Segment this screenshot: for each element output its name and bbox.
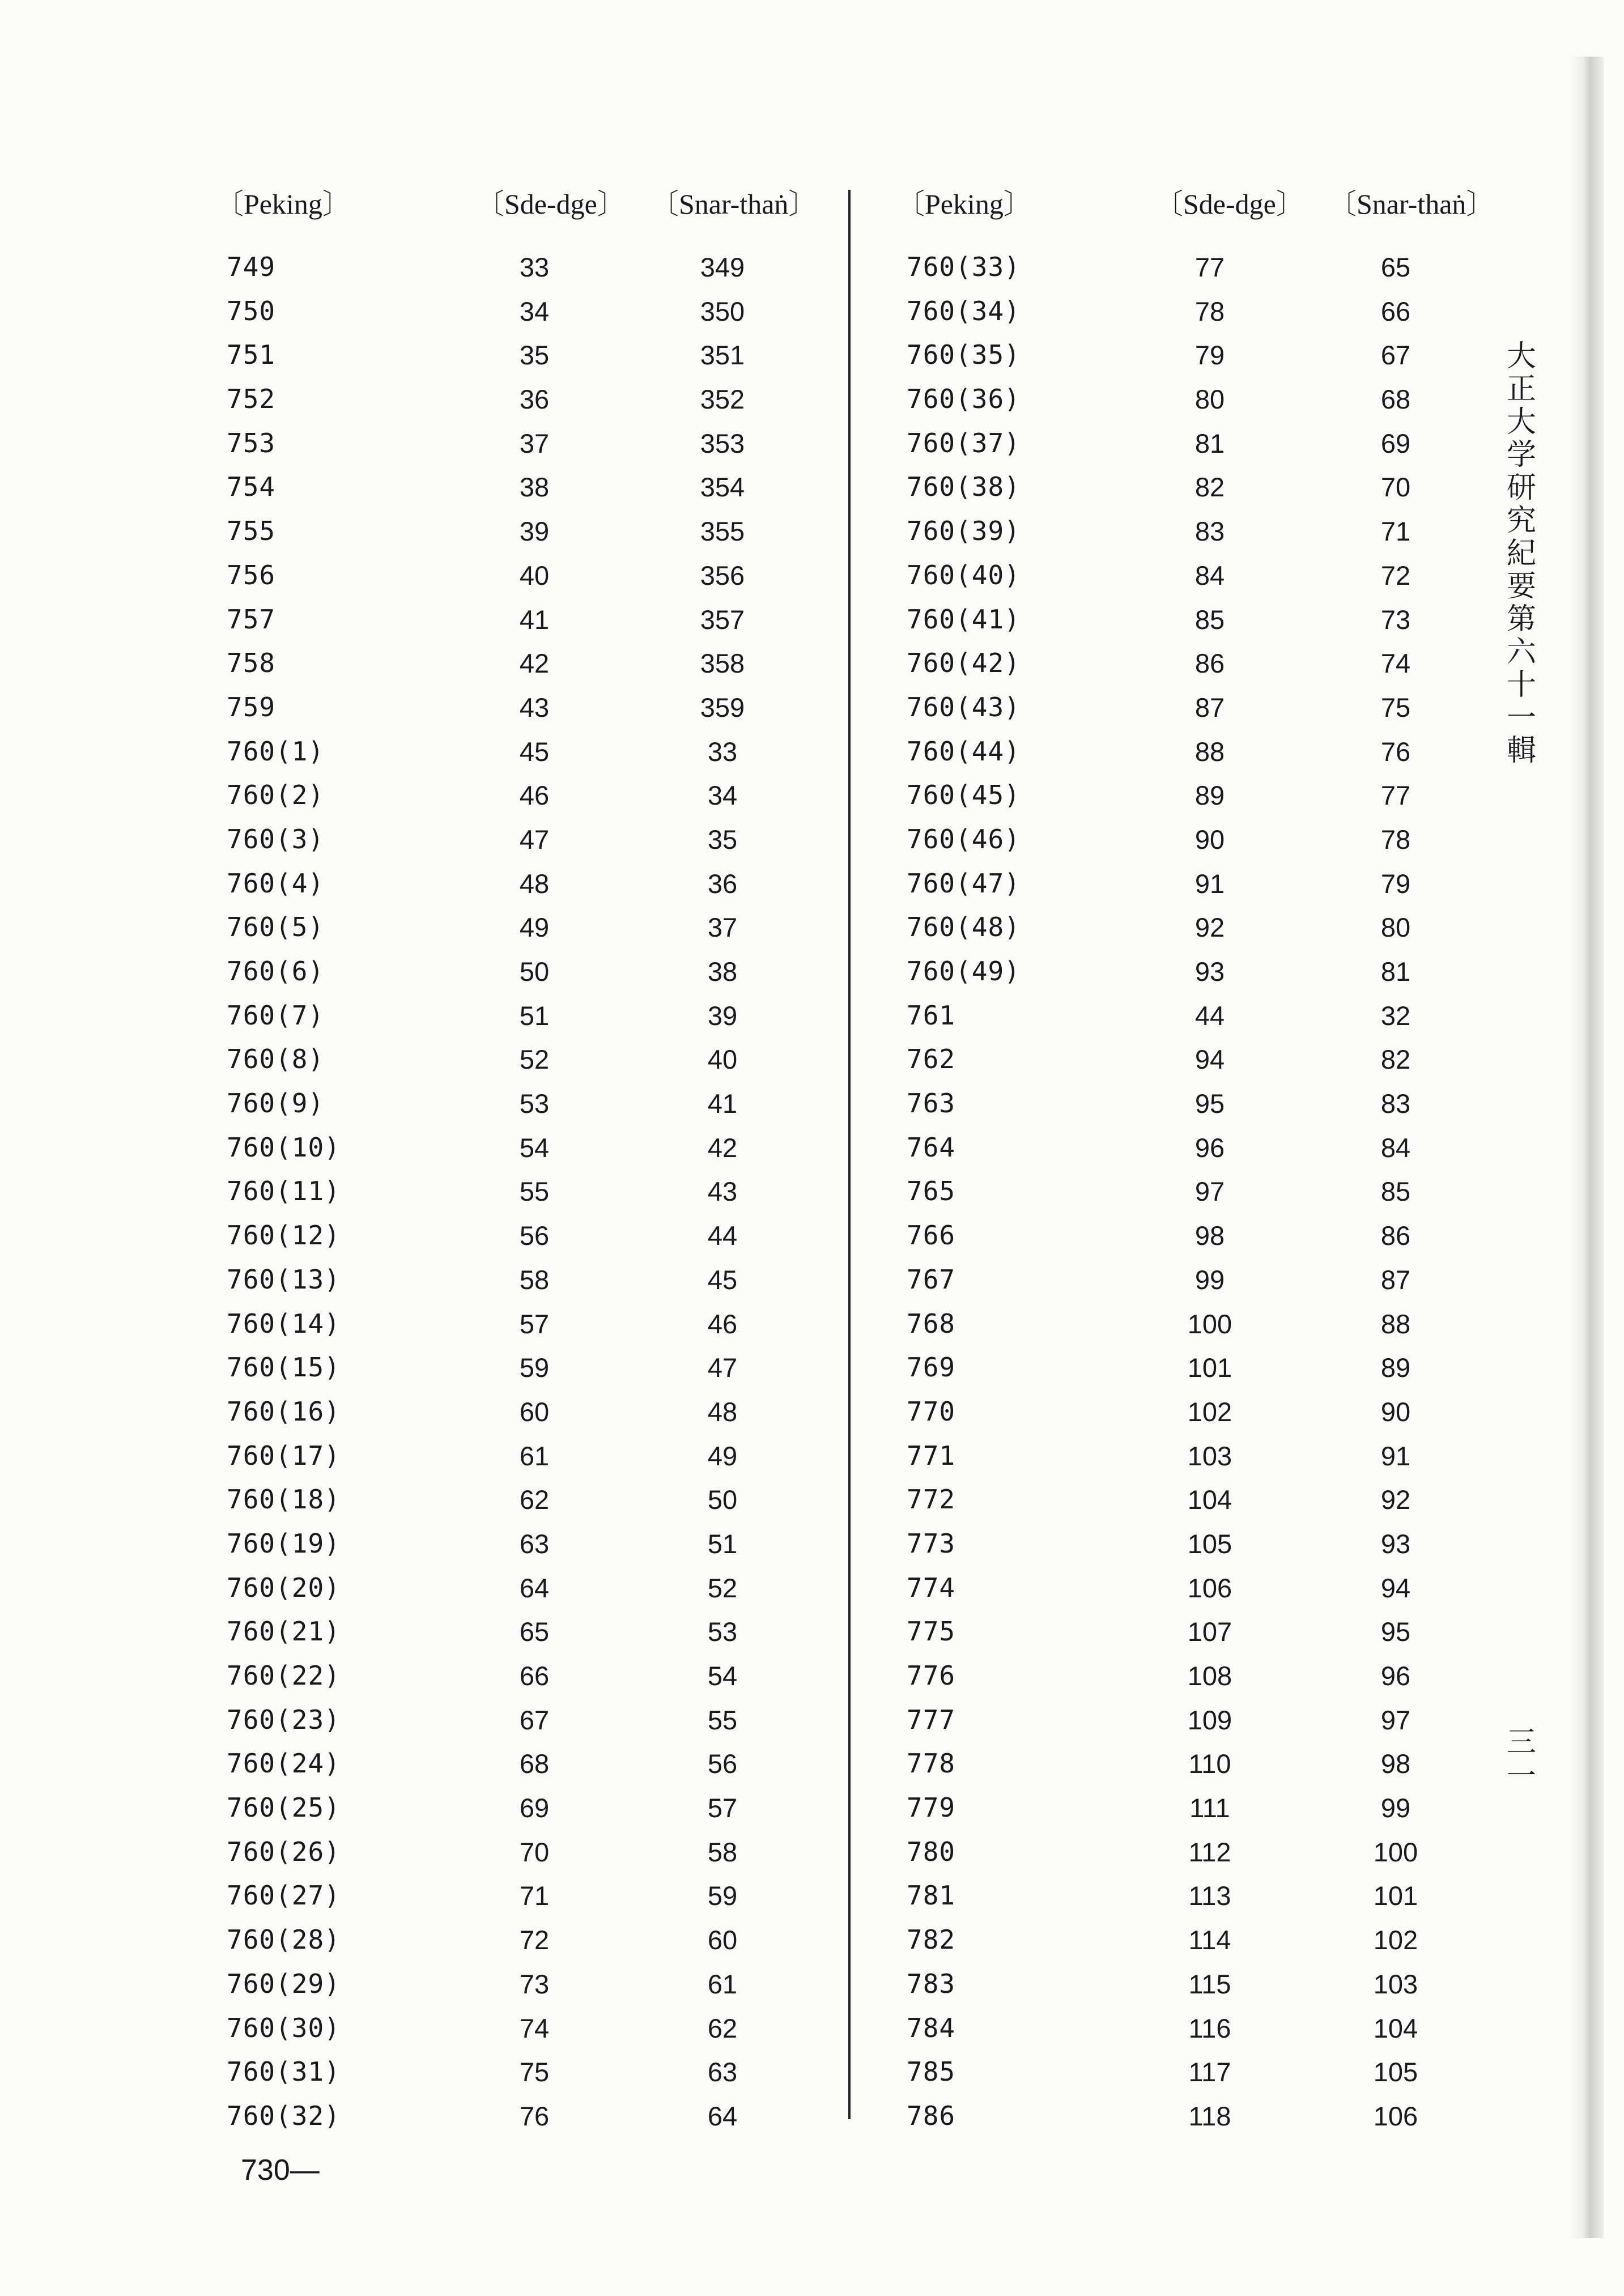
right-snar-than-cell: 96 xyxy=(1380,1661,1411,1691)
right-peking-cell: 775 xyxy=(907,1616,956,1647)
left-sde-dge-cell: 58 xyxy=(519,1264,550,1295)
left-snar-than-cell: 42 xyxy=(707,1132,738,1163)
left-peking-cell: 760(10) xyxy=(227,1132,341,1163)
left-peking-cell: 760(25) xyxy=(227,1792,341,1823)
left-snar-than-cell: 351 xyxy=(700,340,745,371)
left-header-sde-dge: 〔Sde-dge〕 xyxy=(476,188,626,220)
right-peking-cell: 760(42) xyxy=(907,648,1021,679)
right-sde-dge-cell: 107 xyxy=(1187,1617,1232,1647)
right-sde-dge-cell: 109 xyxy=(1187,1704,1232,1735)
left-peking-cell: 760(5) xyxy=(227,912,325,943)
left-sde-dge-cell: 35 xyxy=(519,340,550,371)
right-header-sde-dge: 〔Sde-dge〕 xyxy=(1155,188,1304,220)
left-sde-dge-cell: 40 xyxy=(519,560,550,590)
left-sde-dge-cell: 33 xyxy=(519,252,550,282)
left-snar-than-cell: 359 xyxy=(700,692,745,722)
right-snar-than-cell: 93 xyxy=(1380,1528,1411,1559)
left-snar-than-cell: 50 xyxy=(707,1485,738,1515)
right-peking-cell: 779 xyxy=(907,1792,956,1823)
left-snar-than-cell: 358 xyxy=(700,648,745,679)
left-header-peking: 〔Peking〕 xyxy=(215,188,351,220)
right-peking-cell: 769 xyxy=(907,1352,956,1383)
right-snar-than-cell: 66 xyxy=(1380,296,1411,326)
side-page-number: 三一 xyxy=(1506,1725,1536,1793)
right-peking-cell: 786 xyxy=(907,2100,956,2131)
left-snar-than-cell: 62 xyxy=(707,2013,738,2043)
left-peking-cell: 760(12) xyxy=(227,1220,341,1251)
left-sde-dge-cell: 75 xyxy=(519,2057,550,2087)
left-sde-dge-cell: 56 xyxy=(519,1221,550,1251)
left-peking-cell: 751 xyxy=(227,339,276,371)
right-sde-dge-cell: 100 xyxy=(1187,1308,1232,1339)
left-peking-cell: 760(27) xyxy=(227,1880,341,1911)
right-snar-than-cell: 88 xyxy=(1380,1308,1411,1339)
left-peking-cell: 760(19) xyxy=(227,1528,341,1559)
left-snar-than-cell: 53 xyxy=(707,1617,738,1647)
right-sde-dge-cell: 79 xyxy=(1194,340,1225,371)
left-snar-than-cell: 56 xyxy=(707,1749,738,1779)
right-sde-dge-cell: 90 xyxy=(1194,824,1225,854)
right-snar-than-cell: 70 xyxy=(1380,472,1411,503)
left-peking-cell: 752 xyxy=(227,384,276,415)
right-snar-than-cell: 68 xyxy=(1380,384,1411,415)
right-peking-cell: 760(41) xyxy=(907,603,1021,635)
left-peking-cell: 760(32) xyxy=(227,2100,341,2131)
left-peking-cell: 753 xyxy=(227,427,276,458)
left-peking-cell: 760(24) xyxy=(227,1748,341,1779)
left-snar-than-cell: 355 xyxy=(700,516,745,547)
left-peking-cell: 760(14) xyxy=(227,1308,341,1339)
left-snar-than-cell: 44 xyxy=(707,1221,738,1251)
right-snar-than-cell: 95 xyxy=(1380,1617,1411,1647)
right-sde-dge-cell: 115 xyxy=(1188,1968,1231,1999)
left-snar-than-cell: 60 xyxy=(707,1925,738,1955)
right-peking-cell: 770 xyxy=(907,1396,956,1427)
right-snar-than-cell: 100 xyxy=(1373,1836,1418,1867)
left-peking-cell: 760(9) xyxy=(227,1088,325,1119)
right-snar-than-cell: 106 xyxy=(1373,2101,1418,2131)
left-peking-cell: 749 xyxy=(227,252,276,282)
left-snar-than-cell: 37 xyxy=(707,912,738,943)
left-peking-cell: 760(8) xyxy=(227,1044,325,1075)
right-sde-dge-cell: 95 xyxy=(1194,1089,1225,1119)
right-sde-dge-cell: 78 xyxy=(1194,296,1225,326)
right-snar-than-cell: 104 xyxy=(1373,2013,1418,2043)
right-peking-cell: 760(49) xyxy=(907,956,1021,987)
right-peking-cell: 760(46) xyxy=(907,823,1021,854)
right-snar-than-cell: 97 xyxy=(1380,1704,1411,1735)
right-sde-dge-cell: 110 xyxy=(1188,1749,1231,1779)
right-sde-dge-cell: 106 xyxy=(1187,1572,1232,1603)
right-peking-cell: 783 xyxy=(907,1968,956,1999)
left-peking-cell: 756 xyxy=(227,559,276,590)
left-snar-than-cell: 55 xyxy=(707,1704,738,1735)
right-peking-cell: 760(47) xyxy=(907,868,1021,899)
right-snar-than-cell: 67 xyxy=(1380,340,1411,371)
right-peking-cell: 761 xyxy=(907,1000,956,1031)
right-sde-dge-cell: 96 xyxy=(1194,1132,1225,1163)
right-peking-cell: 766 xyxy=(907,1220,956,1251)
left-peking-cell: 760(6) xyxy=(227,956,325,987)
right-snar-than-cell: 87 xyxy=(1380,1264,1411,1295)
left-snar-than-cell: 52 xyxy=(707,1572,738,1603)
right-peking-cell: 784 xyxy=(907,2012,956,2043)
right-sde-dge-cell: 44 xyxy=(1194,1000,1225,1031)
right-peking-cell: 777 xyxy=(907,1704,956,1735)
right-snar-than-cell: 79 xyxy=(1380,868,1411,899)
left-sde-dge-cell: 60 xyxy=(519,1396,550,1427)
journal-title: 大正大学研究紀要第六十一輯 xyxy=(1506,339,1536,768)
left-sde-dge-cell: 62 xyxy=(519,1485,550,1515)
column-divider xyxy=(848,190,851,2119)
right-snar-than-cell: 75 xyxy=(1380,692,1411,722)
right-peking-cell: 760(43) xyxy=(907,691,1021,722)
right-sde-dge-cell: 117 xyxy=(1188,2057,1231,2087)
left-snar-than-cell: 61 xyxy=(707,1968,738,1999)
left-peking-cell: 750 xyxy=(227,295,276,326)
right-peking-cell: 760(39) xyxy=(907,516,1021,547)
left-peking-cell: 760(4) xyxy=(227,868,325,899)
left-snar-than-cell: 58 xyxy=(707,1836,738,1867)
right-peking-cell: 768 xyxy=(907,1308,956,1339)
right-snar-than-cell: 80 xyxy=(1380,912,1411,943)
left-snar-than-cell: 41 xyxy=(707,1089,738,1119)
right-peking-column xyxy=(907,245,1021,2138)
left-snar-than-cell: 64 xyxy=(707,2101,738,2131)
left-snar-than-cell: 38 xyxy=(707,956,738,987)
left-snar-than-cell: 57 xyxy=(707,1793,738,1823)
right-sde-dge-cell: 89 xyxy=(1194,780,1225,811)
right-snar-than-cell: 99 xyxy=(1380,1793,1411,1823)
right-snar-than-cell: 85 xyxy=(1380,1176,1411,1207)
right-sde-dge-cell: 98 xyxy=(1194,1221,1225,1251)
left-sde-dge-cell: 54 xyxy=(519,1132,550,1163)
right-snar-than-cell: 102 xyxy=(1373,1925,1418,1955)
right-sde-dge-cell: 97 xyxy=(1194,1176,1225,1207)
right-snar-than-cell: 76 xyxy=(1380,736,1411,767)
right-snar-than-cell: 89 xyxy=(1380,1353,1411,1383)
right-peking-cell: 760(48) xyxy=(907,912,1021,943)
right-sde-dge-cell: 82 xyxy=(1194,472,1225,503)
left-header-snar-than: 〔Snar-thaṅ〕 xyxy=(651,188,817,220)
right-sde-dge-cell: 81 xyxy=(1194,428,1225,458)
left-snar-than-cell: 63 xyxy=(707,2057,738,2087)
left-peking-cell: 760(3) xyxy=(227,823,325,854)
right-peking-cell: 764 xyxy=(907,1132,956,1163)
right-peking-cell: 760(34) xyxy=(907,295,1021,326)
left-snar-than-cell: 352 xyxy=(700,384,745,415)
left-sde-dge-cell: 50 xyxy=(519,956,550,987)
left-snar-than-cell: 51 xyxy=(707,1528,738,1559)
left-sde-dge-cell: 66 xyxy=(519,1661,550,1691)
right-snar-than-cell: 82 xyxy=(1380,1044,1411,1075)
left-sde-dge-cell: 34 xyxy=(519,296,550,326)
right-snar-than-cell: 71 xyxy=(1380,516,1411,547)
right-peking-cell: 760(38) xyxy=(907,471,1021,503)
right-peking-cell: 773 xyxy=(907,1528,956,1559)
left-peking-cell: 760(22) xyxy=(227,1660,341,1691)
right-snar-than-cell: 73 xyxy=(1380,604,1411,635)
right-snar-than-column xyxy=(1333,245,1458,2138)
left-peking-cell: 760(29) xyxy=(227,1968,341,1999)
left-peking-cell: 754 xyxy=(227,471,276,503)
left-sde-dge-cell: 65 xyxy=(519,1617,550,1647)
left-snar-than-cell: 34 xyxy=(707,780,738,811)
left-sde-dge-cell: 48 xyxy=(519,868,550,899)
left-peking-cell: 760(20) xyxy=(227,1572,341,1603)
right-snar-than-cell: 84 xyxy=(1380,1132,1411,1163)
right-sde-dge-cell: 118 xyxy=(1188,2101,1231,2131)
left-sde-dge-cell: 72 xyxy=(519,1925,550,1955)
left-snar-than-cell: 39 xyxy=(707,1000,738,1031)
left-peking-cell: 760(7) xyxy=(227,1000,325,1031)
right-snar-than-cell: 74 xyxy=(1380,648,1411,679)
right-snar-than-cell: 94 xyxy=(1380,1572,1411,1603)
right-sde-dge-cell: 111 xyxy=(1189,1793,1230,1823)
left-sde-dge-column xyxy=(472,245,597,2138)
right-peking-cell: 782 xyxy=(907,1924,956,1955)
left-peking-cell: 760(30) xyxy=(227,2012,341,2043)
right-snar-than-cell: 86 xyxy=(1380,1221,1411,1251)
left-peking-cell: 760(23) xyxy=(227,1704,341,1735)
left-sde-dge-cell: 55 xyxy=(519,1176,550,1207)
right-peking-cell: 760(36) xyxy=(907,384,1021,415)
right-sde-dge-cell: 87 xyxy=(1194,692,1225,722)
right-peking-cell: 780 xyxy=(907,1836,956,1867)
left-sde-dge-cell: 42 xyxy=(519,648,550,679)
left-sde-dge-cell: 67 xyxy=(519,1704,550,1735)
left-sde-dge-cell: 37 xyxy=(519,428,550,458)
right-header-snar-than: 〔Snar-thaṅ〕 xyxy=(1328,188,1495,220)
right-sde-dge-cell: 80 xyxy=(1194,384,1225,415)
left-snar-than-cell: 354 xyxy=(700,472,745,503)
left-sde-dge-cell: 47 xyxy=(519,824,550,854)
right-sde-dge-cell: 99 xyxy=(1194,1264,1225,1295)
right-snar-than-cell: 103 xyxy=(1373,1968,1418,1999)
left-snar-than-cell: 47 xyxy=(707,1353,738,1383)
right-peking-cell: 765 xyxy=(907,1176,956,1207)
left-peking-cell: 760(28) xyxy=(227,1924,341,1955)
left-sde-dge-cell: 39 xyxy=(519,516,550,547)
right-snar-than-cell: 105 xyxy=(1373,2057,1418,2087)
right-snar-than-cell: 101 xyxy=(1373,1881,1418,1911)
right-sde-dge-cell: 105 xyxy=(1187,1528,1232,1559)
left-peking-cell: 760(16) xyxy=(227,1396,341,1427)
right-header-peking: 〔Peking〕 xyxy=(896,188,1032,220)
left-peking-cell: 760(26) xyxy=(227,1836,341,1867)
left-sde-dge-cell: 69 xyxy=(519,1793,550,1823)
left-peking-cell: 760(11) xyxy=(227,1176,341,1207)
left-sde-dge-cell: 51 xyxy=(519,1000,550,1031)
right-sde-dge-cell: 92 xyxy=(1194,912,1225,943)
left-peking-cell: 760(18) xyxy=(227,1484,341,1515)
left-peking-cell: 760(31) xyxy=(227,2056,341,2087)
right-peking-cell: 760(40) xyxy=(907,559,1021,590)
right-peking-cell: 762 xyxy=(907,1044,956,1075)
left-sde-dge-cell: 57 xyxy=(519,1308,550,1339)
right-sde-dge-cell: 83 xyxy=(1194,516,1225,547)
right-sde-dge-cell: 103 xyxy=(1187,1440,1232,1471)
right-peking-cell: 760(37) xyxy=(907,427,1021,458)
left-snar-than-cell: 356 xyxy=(700,560,745,590)
left-sde-dge-cell: 61 xyxy=(519,1440,550,1471)
left-snar-than-cell: 49 xyxy=(707,1440,738,1471)
right-peking-cell: 776 xyxy=(907,1660,956,1691)
right-snar-than-cell: 90 xyxy=(1380,1396,1411,1427)
left-snar-than-cell: 35 xyxy=(707,824,738,854)
left-sde-dge-cell: 45 xyxy=(519,736,550,767)
right-peking-cell: 767 xyxy=(907,1264,956,1295)
left-snar-than-column xyxy=(660,245,785,2138)
right-peking-cell: 781 xyxy=(907,1880,956,1911)
left-sde-dge-cell: 64 xyxy=(519,1572,550,1603)
right-snar-than-cell: 78 xyxy=(1380,824,1411,854)
right-peking-cell: 760(33) xyxy=(907,252,1021,282)
left-sde-dge-cell: 71 xyxy=(519,1881,550,1911)
left-snar-than-cell: 350 xyxy=(700,296,745,326)
right-sde-dge-cell: 94 xyxy=(1194,1044,1225,1075)
left-peking-cell: 760(21) xyxy=(227,1616,341,1647)
left-snar-than-cell: 45 xyxy=(707,1264,738,1295)
right-sde-dge-cell: 116 xyxy=(1188,2013,1231,2043)
right-snar-than-cell: 32 xyxy=(1380,1000,1411,1031)
right-snar-than-cell: 83 xyxy=(1380,1089,1411,1119)
right-snar-than-cell: 98 xyxy=(1380,1749,1411,1779)
left-sde-dge-cell: 63 xyxy=(519,1528,550,1559)
left-sde-dge-cell: 52 xyxy=(519,1044,550,1075)
right-sde-dge-cell: 91 xyxy=(1194,868,1225,899)
right-snar-than-cell: 91 xyxy=(1380,1440,1411,1471)
left-peking-cell: 760(17) xyxy=(227,1440,341,1471)
left-snar-than-cell: 36 xyxy=(707,868,738,899)
right-peking-cell: 772 xyxy=(907,1484,956,1515)
right-peking-cell: 760(45) xyxy=(907,780,1021,811)
left-peking-cell: 760(1) xyxy=(227,735,325,767)
left-sde-dge-cell: 41 xyxy=(519,604,550,635)
left-sde-dge-cell: 38 xyxy=(519,472,550,503)
left-sde-dge-cell: 43 xyxy=(519,692,550,722)
left-snar-than-cell: 43 xyxy=(707,1176,738,1207)
right-snar-than-cell: 77 xyxy=(1380,780,1411,811)
left-snar-than-cell: 48 xyxy=(707,1396,738,1427)
left-peking-cell: 758 xyxy=(227,648,276,679)
left-snar-than-cell: 349 xyxy=(700,252,745,282)
right-sde-dge-cell: 101 xyxy=(1187,1353,1232,1383)
left-snar-than-cell: 40 xyxy=(707,1044,738,1075)
left-sde-dge-cell: 59 xyxy=(519,1353,550,1383)
left-sde-dge-cell: 68 xyxy=(519,1749,550,1779)
left-peking-cell: 760(2) xyxy=(227,780,325,811)
left-sde-dge-cell: 76 xyxy=(519,2101,550,2131)
left-peking-cell: 755 xyxy=(227,516,276,547)
right-sde-dge-cell: 84 xyxy=(1194,560,1225,590)
right-snar-than-cell: 72 xyxy=(1380,560,1411,590)
right-sde-dge-cell: 85 xyxy=(1194,604,1225,635)
right-snar-than-cell: 65 xyxy=(1380,252,1411,282)
left-peking-cell: 760(13) xyxy=(227,1264,341,1295)
right-sde-dge-cell: 112 xyxy=(1188,1836,1231,1867)
left-snar-than-cell: 353 xyxy=(700,428,745,458)
left-sde-dge-cell: 73 xyxy=(519,1968,550,1999)
left-sde-dge-cell: 46 xyxy=(519,780,550,811)
left-peking-cell: 757 xyxy=(227,603,276,635)
footer-page-number: 730— xyxy=(241,2154,320,2187)
left-peking-column xyxy=(227,245,341,2138)
right-snar-than-cell: 92 xyxy=(1380,1485,1411,1515)
left-snar-than-cell: 357 xyxy=(700,604,745,635)
right-sde-dge-cell: 93 xyxy=(1194,956,1225,987)
left-sde-dge-cell: 70 xyxy=(519,1836,550,1867)
right-peking-cell: 778 xyxy=(907,1748,956,1779)
right-sde-dge-cell: 108 xyxy=(1187,1661,1232,1691)
right-peking-cell: 760(35) xyxy=(907,339,1021,371)
left-sde-dge-cell: 74 xyxy=(519,2013,550,2043)
left-sde-dge-cell: 49 xyxy=(519,912,550,943)
right-sde-dge-cell: 114 xyxy=(1188,1925,1231,1955)
left-peking-cell: 759 xyxy=(227,691,276,722)
right-peking-cell: 771 xyxy=(907,1440,956,1471)
left-peking-cell: 760(15) xyxy=(227,1352,341,1383)
left-snar-than-cell: 59 xyxy=(707,1881,738,1911)
right-snar-than-cell: 69 xyxy=(1380,428,1411,458)
left-snar-than-cell: 54 xyxy=(707,1661,738,1691)
right-sde-dge-cell: 102 xyxy=(1187,1396,1232,1427)
left-sde-dge-cell: 53 xyxy=(519,1089,550,1119)
right-sde-dge-cell: 88 xyxy=(1194,736,1225,767)
right-sde-dge-column xyxy=(1147,245,1272,2138)
right-sde-dge-cell: 86 xyxy=(1194,648,1225,679)
right-sde-dge-cell: 77 xyxy=(1194,252,1225,282)
right-peking-cell: 760(44) xyxy=(907,735,1021,767)
right-peking-cell: 763 xyxy=(907,1088,956,1119)
right-sde-dge-cell: 104 xyxy=(1187,1485,1232,1515)
right-sde-dge-cell: 113 xyxy=(1188,1881,1231,1911)
left-snar-than-cell: 33 xyxy=(707,736,738,767)
left-snar-than-cell: 46 xyxy=(707,1308,738,1339)
left-sde-dge-cell: 36 xyxy=(519,384,550,415)
right-peking-cell: 774 xyxy=(907,1572,956,1603)
right-peking-cell: 785 xyxy=(907,2056,956,2087)
binding-edge-shadow xyxy=(1570,57,1604,2238)
right-snar-than-cell: 81 xyxy=(1380,956,1411,987)
